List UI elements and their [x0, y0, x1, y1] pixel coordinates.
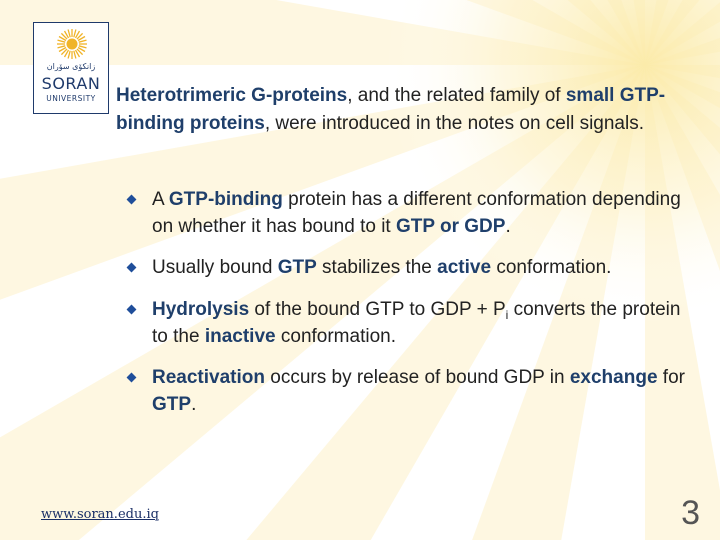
keyword: Hydrolysis — [152, 299, 250, 320]
keyword: Reactivation — [152, 367, 265, 388]
intro-paragraph — [116, 82, 696, 137]
keyword: GTP — [277, 257, 317, 278]
diamond-bullet-icon — [127, 373, 137, 383]
website-link[interactable]: www.soran.edu.iq — [41, 507, 159, 522]
bullet-item — [126, 364, 701, 418]
intro-text: , were introduced in the notes on cell signals. — [264, 112, 644, 134]
logo-name: SORAN — [41, 74, 101, 93]
university-logo — [33, 22, 109, 114]
bullet-text: conformation. — [275, 326, 396, 347]
keyword: active — [437, 257, 492, 278]
diamond-bullet-icon — [127, 195, 137, 205]
keyword: exchange — [569, 367, 658, 388]
bullet-item — [126, 296, 701, 350]
bullet-text: Usually bound — [152, 257, 278, 278]
bullet-text: . — [505, 216, 511, 237]
keyword: Heterotrimeric G-proteins — [116, 85, 348, 106]
diamond-bullet-icon — [127, 263, 137, 273]
logo-subtitle: UNIVERSITY — [46, 94, 96, 103]
keyword: GTP — [152, 394, 192, 415]
logo-arabic-text: زانكۆی سۆران — [46, 62, 96, 71]
bullet-text: stabilizes the — [316, 257, 438, 278]
intro-text: , and the related family of — [347, 85, 566, 106]
sun-icon — [56, 28, 88, 60]
diamond-bullet-icon — [127, 305, 137, 315]
keyword: GTP-binding — [168, 189, 283, 210]
bullet-list — [126, 186, 701, 432]
bullet-text: converts the protein to the — [152, 299, 681, 347]
keyword: small GTP-binding proteins — [116, 85, 666, 134]
bullet-text: A — [152, 189, 169, 210]
bullet-text: occurs by release of bound GDP in — [264, 367, 570, 388]
bullet-text: conformation. — [491, 257, 612, 278]
bullet-item — [126, 254, 701, 281]
bullet-text: . — [191, 394, 197, 415]
keyword: GTP or GDP — [396, 216, 506, 237]
bullet-text: protein has a different conformation depending on whether it has bound to it — [152, 189, 681, 237]
bullet-text: for — [657, 367, 685, 388]
subscript: i — [505, 308, 509, 322]
page-number: 3 — [681, 494, 700, 532]
bullet-item — [126, 186, 701, 240]
bullet-text: of the bound GTP to GDP + P — [249, 299, 506, 320]
keyword: inactive — [204, 326, 276, 347]
